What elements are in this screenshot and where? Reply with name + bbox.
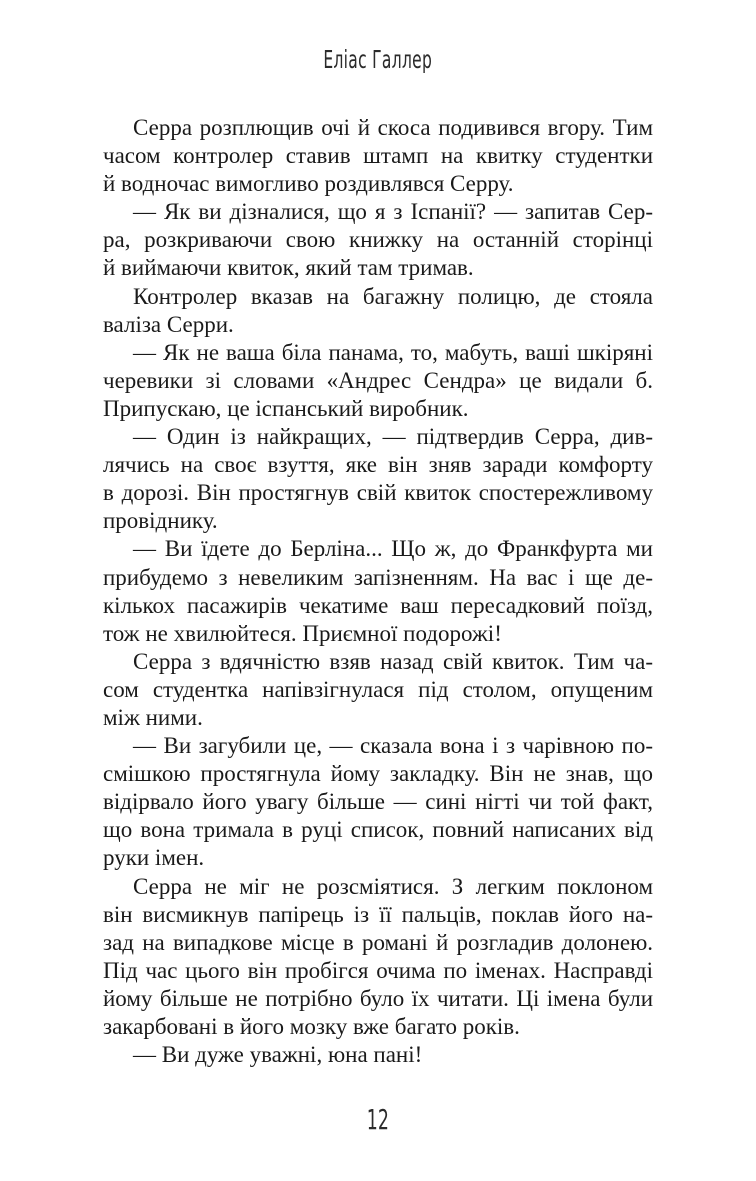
text-line: тож не хвилюйтеся. Приємної подорожі!	[103, 620, 502, 646]
text-line: — Ви їдете до Берліна... Що ж, до Франкфурта ми	[133, 536, 653, 562]
text-line: в дорозі. Він простягнув свій квиток спостережливому	[103, 480, 653, 506]
author-name: Еліас Галлер	[323, 45, 433, 74]
text-line: черевики зі словами «Андрес Сендра» це видали б.	[103, 367, 653, 393]
text-line: провіднику.	[103, 508, 218, 534]
text-line: — Один із найкращих, — підтвердив Серра, див-	[133, 424, 653, 450]
text-line: що вона тримала в руці список, повний написаних від	[103, 817, 653, 843]
text-line: валіза Серри.	[103, 311, 234, 337]
text-line: йому більше не потрібно було їх читати. Ці імена були	[103, 985, 653, 1011]
text-line: Під час цього він пробігся очима по іменах. Насправді	[103, 957, 653, 983]
text-line: між ними.	[103, 704, 203, 730]
body-text	[103, 114, 653, 1069]
text-line: він висмикнув папірець із її пальців, поклав його на-	[103, 901, 653, 927]
text-line: зад на випадкове місце в романі й розгладив долонею.	[103, 929, 653, 955]
running-header	[0, 47, 756, 72]
text-line: Контролер вказав на багажну полицю, де стояла	[133, 283, 653, 309]
text-line: закарбовані в його мозку вже багато років.	[103, 1014, 520, 1039]
text-line: часом контролер ставив штамп на квитку студентки	[103, 143, 653, 169]
text-line: й водночас вимогливо роздивлявся Серру.	[103, 171, 514, 197]
text-line: сом студентка напівзігнулася під столом, опущеним	[103, 676, 653, 702]
text-line: лячись на своє взуття, яке він зняв заради комфорту	[103, 452, 653, 478]
text-line: смішкою простягнула йому закладку. Він не знав, що	[103, 761, 653, 787]
text-line: — Як не ваша біла панама, то, мабуть, ваші шкіряні	[133, 339, 653, 365]
text-line: відірвало його увагу більше — сині нігті чи той факт,	[103, 789, 653, 815]
text-line: Серра з вдячністю взяв назад свій квиток. Тим ча-	[133, 648, 653, 674]
text-line: руки імен.	[103, 845, 205, 871]
text-line: кількох пасажирів чекатиме ваш пересадковий поїзд,	[103, 592, 653, 618]
text-line: ра, розкриваючи свою книжку на останній сторінці	[103, 227, 653, 253]
text-line: й виймаючи квиток, який там тримав.	[103, 255, 474, 281]
text-line: — Ви загубили це, — сказала вона і з чарівною по-	[133, 733, 653, 759]
text-line: Серра розплющив очі й скоса подивився вгору. Тим	[133, 115, 653, 140]
text-line: — Ви дуже уважні, юна пані!	[133, 1042, 423, 1068]
page-footer	[0, 1103, 756, 1136]
text-line: Серра не міг не розсміятися. З легким поклоном	[133, 873, 653, 899]
text-line: Припускаю, це іспанський виробник.	[103, 395, 469, 421]
page-number: 12	[366, 1103, 390, 1136]
text-line: прибудемо з невеликим запізненням. На вас і ще де-	[103, 564, 653, 590]
text-line: — Як ви дізналися, що я з Іспанії? — запитав Сер-	[133, 199, 653, 225]
